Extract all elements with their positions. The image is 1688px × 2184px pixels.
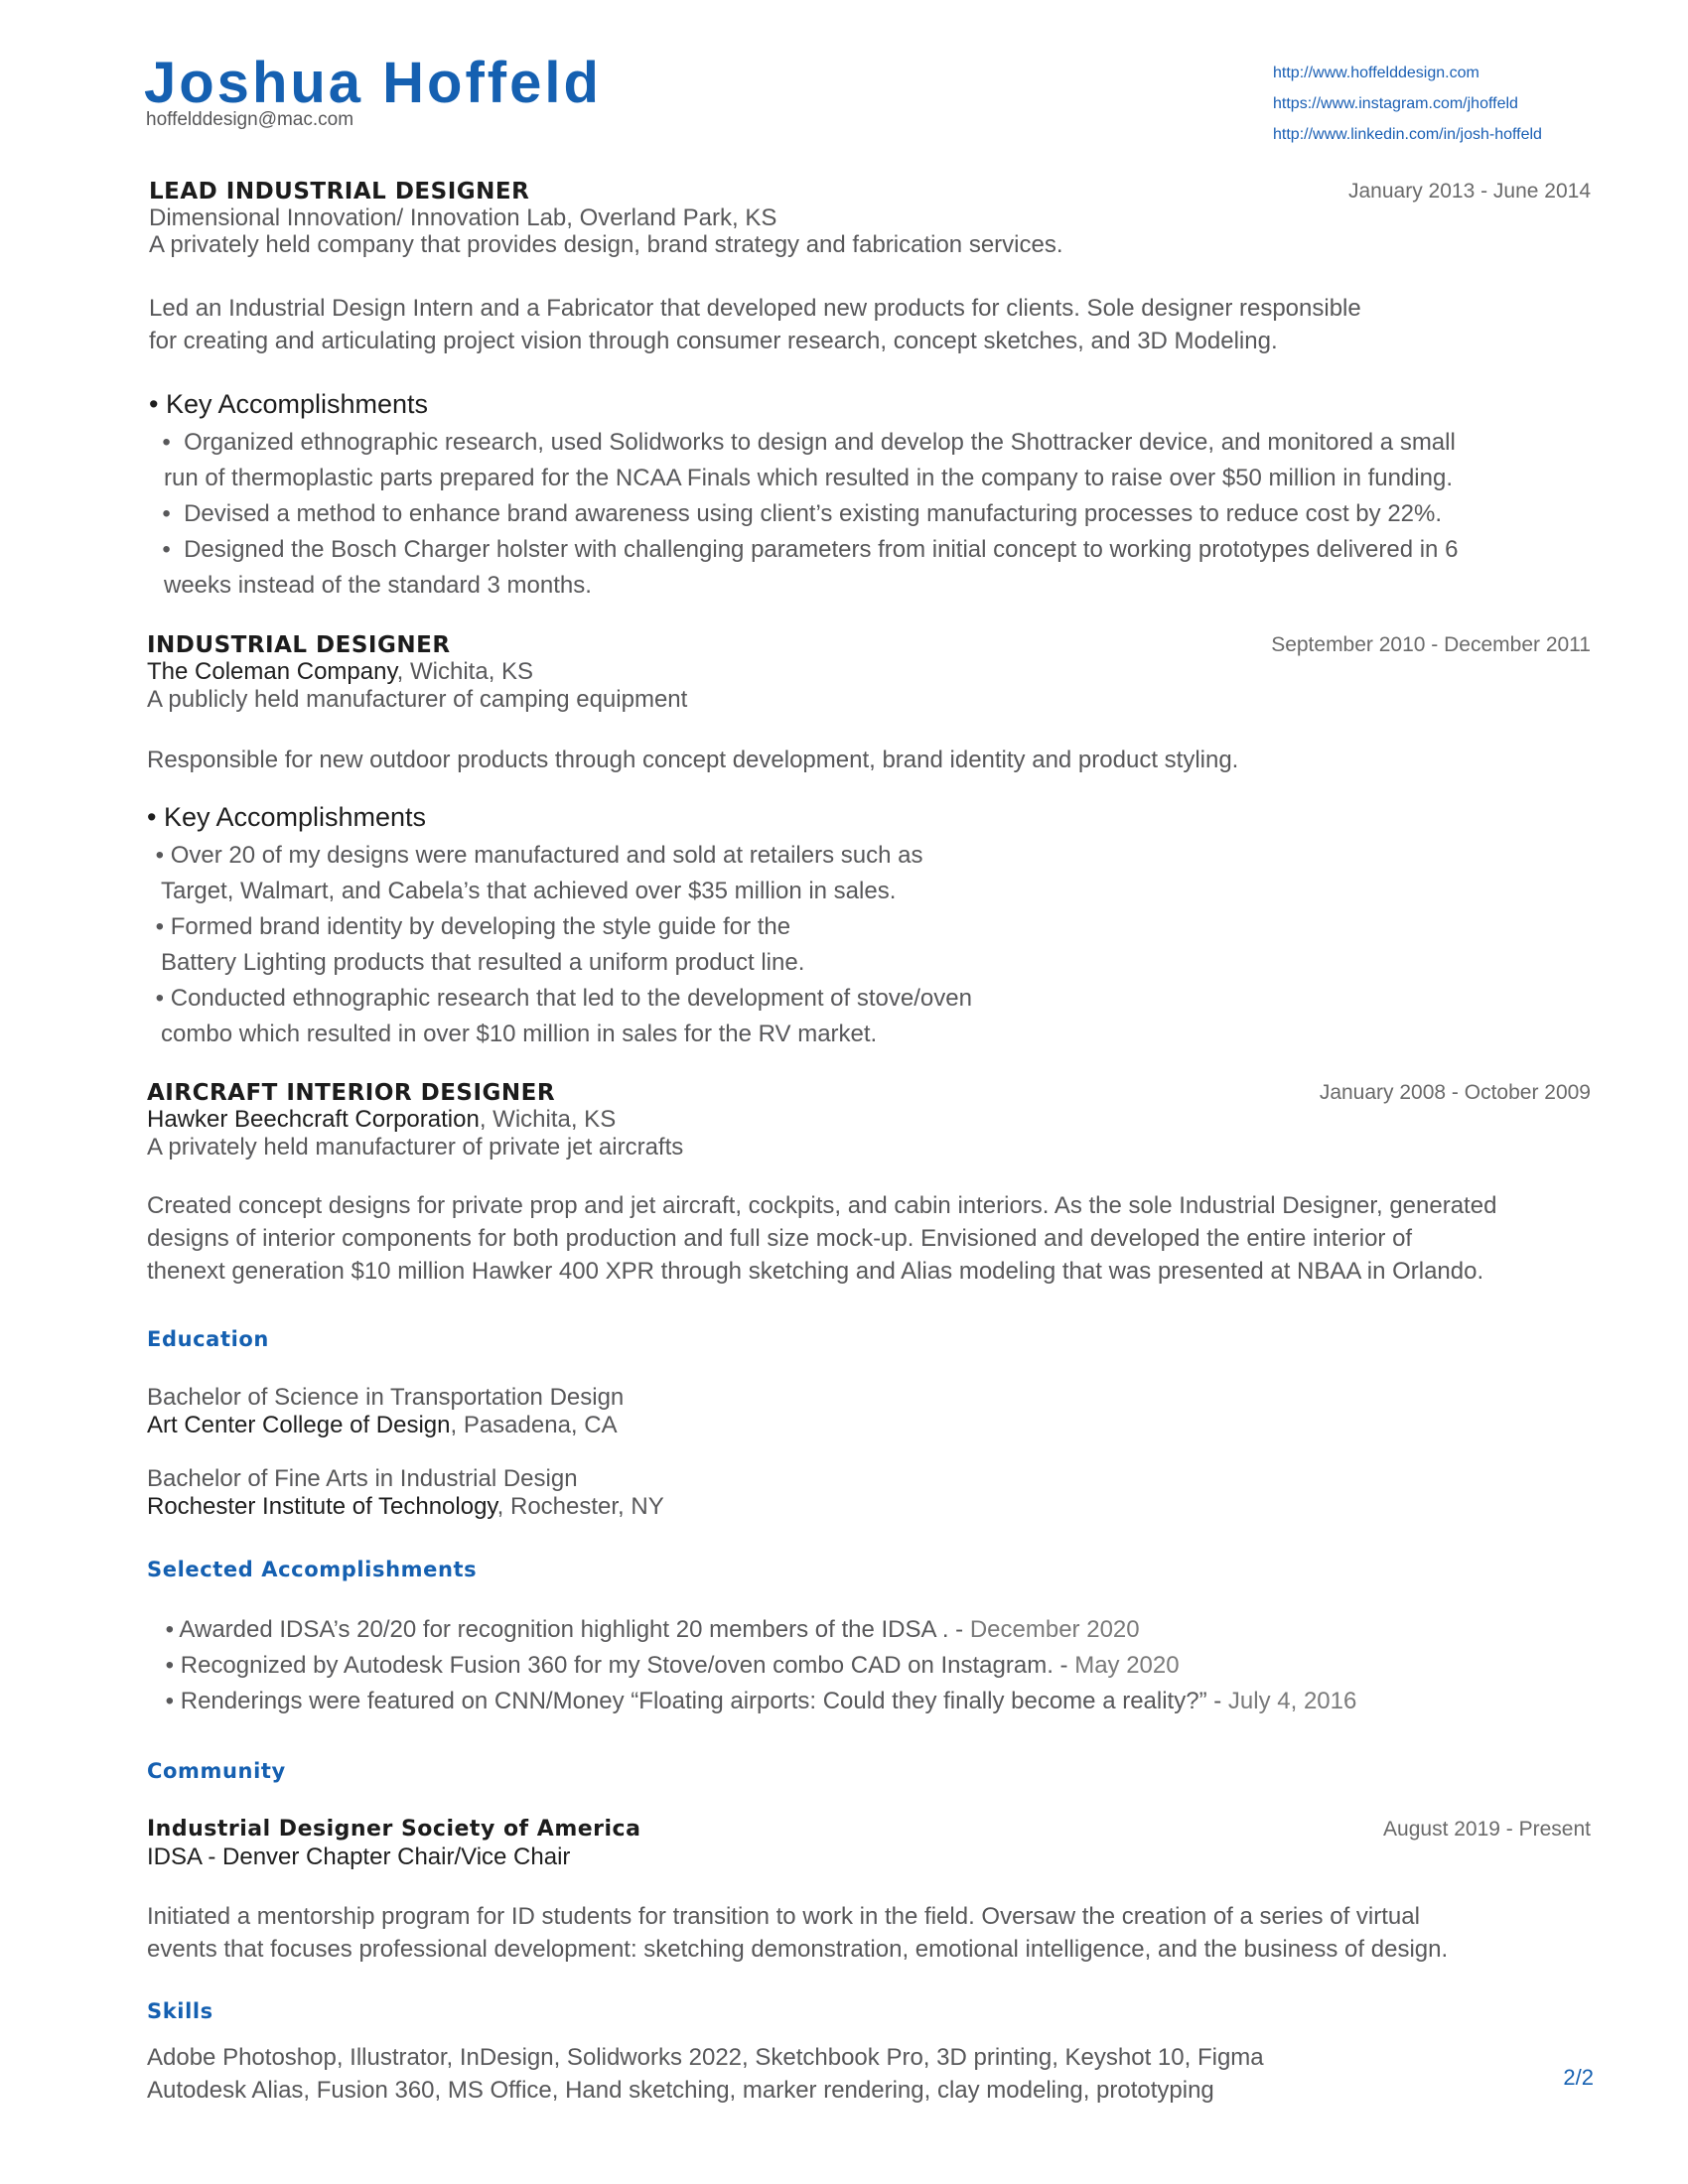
skills-list [147, 2041, 1264, 2107]
list-item: • Devised a method to enhance brand awareness using client’s existing manufacturing processes to reduce cost by 22%. [149, 500, 1443, 527]
community-summary-line: Initiated a mentorship program for ID students for transition to work in the field. Oversaw the creation of a series of virtual [147, 1903, 1420, 1930]
accomplishment-text: • Awarded IDSA’s 20/20 for recognition highlight 20 members of the IDSA . - [159, 1616, 970, 1643]
job3-company-name: Hawker Beechcraft Corporation [147, 1106, 480, 1133]
skills-line: Adobe Photoshop, Illustrator, InDesign, Solidworks 2022, Sketchbook Pro, 3D printing, Keyshot 10, Figma [147, 2044, 1264, 2071]
list-item [159, 1648, 1356, 1684]
email-address: hoffelddesign@mac.com [146, 109, 354, 130]
skills-heading: Skills [147, 1999, 213, 2023]
linkedin-link[interactable]: http://www.linkedin.com/in/josh-hoffeld [1273, 126, 1542, 143]
community-heading: Community [147, 1759, 286, 1783]
list-item: • Designed the Bosch Charger holster with challenging parameters from initial concept to working prototypes delivered in 6 [149, 536, 1459, 563]
list-item: • Over 20 of my designs were manufactured and sold at retailers such as [149, 842, 923, 869]
job3-dates: January 2008 - October 2009 [1319, 1081, 1591, 1104]
education-degree: Bachelor of Fine Arts in Industrial Design [147, 1465, 578, 1492]
education-heading: Education [147, 1327, 269, 1351]
education-degree: Bachelor of Science in Transportation Design [147, 1384, 625, 1411]
job2-key-accomplishments-heading: • Key Accomplishments [147, 802, 427, 832]
job2-bullets [149, 838, 972, 1052]
job1-bullets [149, 425, 1579, 604]
list-item [159, 1684, 1356, 1719]
list-item: weeks instead of the standard 3 months. [164, 572, 592, 599]
list-item: • Organized ethnographic research, used Solidworks to design and develop the Shottracker device, and monitored a small [149, 429, 1456, 456]
list-item: combo which resulted in over $10 million in sales for the RV market. [161, 1021, 878, 1047]
job2-description: A publicly held manufacturer of camping equipment [147, 686, 688, 713]
education-school [147, 1412, 618, 1439]
school-location: , Pasadena, CA [450, 1412, 618, 1438]
school-name: Art Center College of Design [147, 1412, 451, 1438]
skills-line: Autodesk Alias, Fusion 360, MS Office, Hand sketching, marker rendering, clay modeling, prototyping [147, 2077, 1214, 2104]
community-summary-line: events that focuses professional development: sketching demonstration, emotional intelligence, and the business of design. [147, 1936, 1449, 1963]
list-item: Target, Walmart, and Cabela’s that achieved over $35 million in sales. [161, 878, 897, 904]
job1-company: Dimensional Innovation/ Innovation Lab, Overland Park, KS [149, 205, 777, 231]
page-number: 2/2 [1563, 2065, 1594, 2090]
job3-summary-line: Created concept designs for private prop and jet aircraft, cockpits, and cabin interiors. As the sole Industrial Designer, generated [147, 1192, 1497, 1219]
website-link[interactable]: http://www.hoffelddesign.com [1273, 65, 1479, 81]
job1-description: A privately held company that provides design, brand strategy and fabrication services. [149, 231, 1063, 258]
job1-dates: January 2013 - June 2014 [1347, 180, 1591, 203]
school-name: Rochester Institute of Technology [147, 1493, 497, 1520]
accomplishment-date: July 4, 2016 [1227, 1688, 1357, 1714]
job1-title: LEAD INDUSTRIAL DESIGNER [149, 179, 530, 205]
accomplishment-date: May 2020 [1074, 1652, 1180, 1679]
community-summary [147, 1900, 1448, 1966]
list-item: Battery Lighting products that resulted a uniform product line. [161, 949, 805, 976]
school-location: , Rochester, NY [496, 1493, 664, 1520]
job1-summary [149, 292, 1361, 357]
list-item: run of thermoplastic parts prepared for the NCAA Finals which resulted in the company to raise over $50 million in funding. [164, 465, 1453, 491]
education-school [147, 1493, 664, 1521]
job3-company [147, 1106, 616, 1134]
list-item [159, 1612, 1356, 1648]
accomplishment-text: • Renderings were featured on CNN/Money “Floating airports: Could they finally become a reality?” - [159, 1688, 1228, 1714]
list-item: • Conducted ethnographic research that led to the development of stove/oven [149, 985, 972, 1012]
list-item: • Formed brand identity by developing the style guide for the [149, 913, 791, 940]
job3-summary-line: designs of interior components for both production and full size mock-up. Envisioned and developed the entire interior of [147, 1225, 1413, 1252]
job3-summary [147, 1189, 1496, 1288]
job2-company [147, 658, 533, 686]
job1-key-accomplishments-heading: • Key Accomplishments [149, 389, 429, 419]
job1-summary-line: for creating and articulating project vision through consumer research, concept sketches, and 3D Modeling. [149, 328, 1278, 354]
job2-title: INDUSTRIAL DESIGNER [147, 632, 451, 658]
job3-summary-line: thenext generation $10 million Hawker 400 XPR through sketching and Alias modeling that was presented at NBAA in Orlando. [147, 1258, 1484, 1285]
job3-description: A privately held manufacturer of private jet aircrafts [147, 1134, 684, 1160]
accomplishment-text: • Recognized by Autodesk Fusion 360 for my Stove/oven combo CAD on Instagram. - [159, 1652, 1075, 1679]
contact-links [1273, 58, 1542, 150]
community-dates: August 2019 - Present [1383, 1818, 1591, 1841]
accomplishment-date: December 2020 [969, 1616, 1140, 1643]
accomplishments-list [159, 1612, 1356, 1719]
job2-dates: September 2010 - December 2011 [1271, 633, 1591, 656]
job3-location: , Wichita, KS [479, 1106, 617, 1133]
job2-company-name: The Coleman Company [147, 658, 397, 685]
community-role: IDSA - Denver Chapter Chair/Vice Chair [147, 1843, 571, 1870]
job2-location: , Wichita, KS [396, 658, 534, 685]
resume-name: Joshua Hoffeld [144, 51, 602, 115]
instagram-link[interactable]: https://www.instagram.com/jhoffeld [1273, 95, 1518, 112]
job3-title: AIRCRAFT INTERIOR DESIGNER [147, 1080, 556, 1106]
accomplishments-heading: Selected Accomplishments [147, 1558, 478, 1581]
job2-summary: Responsible for new outdoor products through concept development, brand identity and product styling. [147, 747, 1239, 773]
community-org: Industrial Designer Society of America [147, 1817, 641, 1842]
job1-summary-line: Led an Industrial Design Intern and a Fabricator that developed new products for clients. Sole designer responsible [149, 295, 1361, 322]
